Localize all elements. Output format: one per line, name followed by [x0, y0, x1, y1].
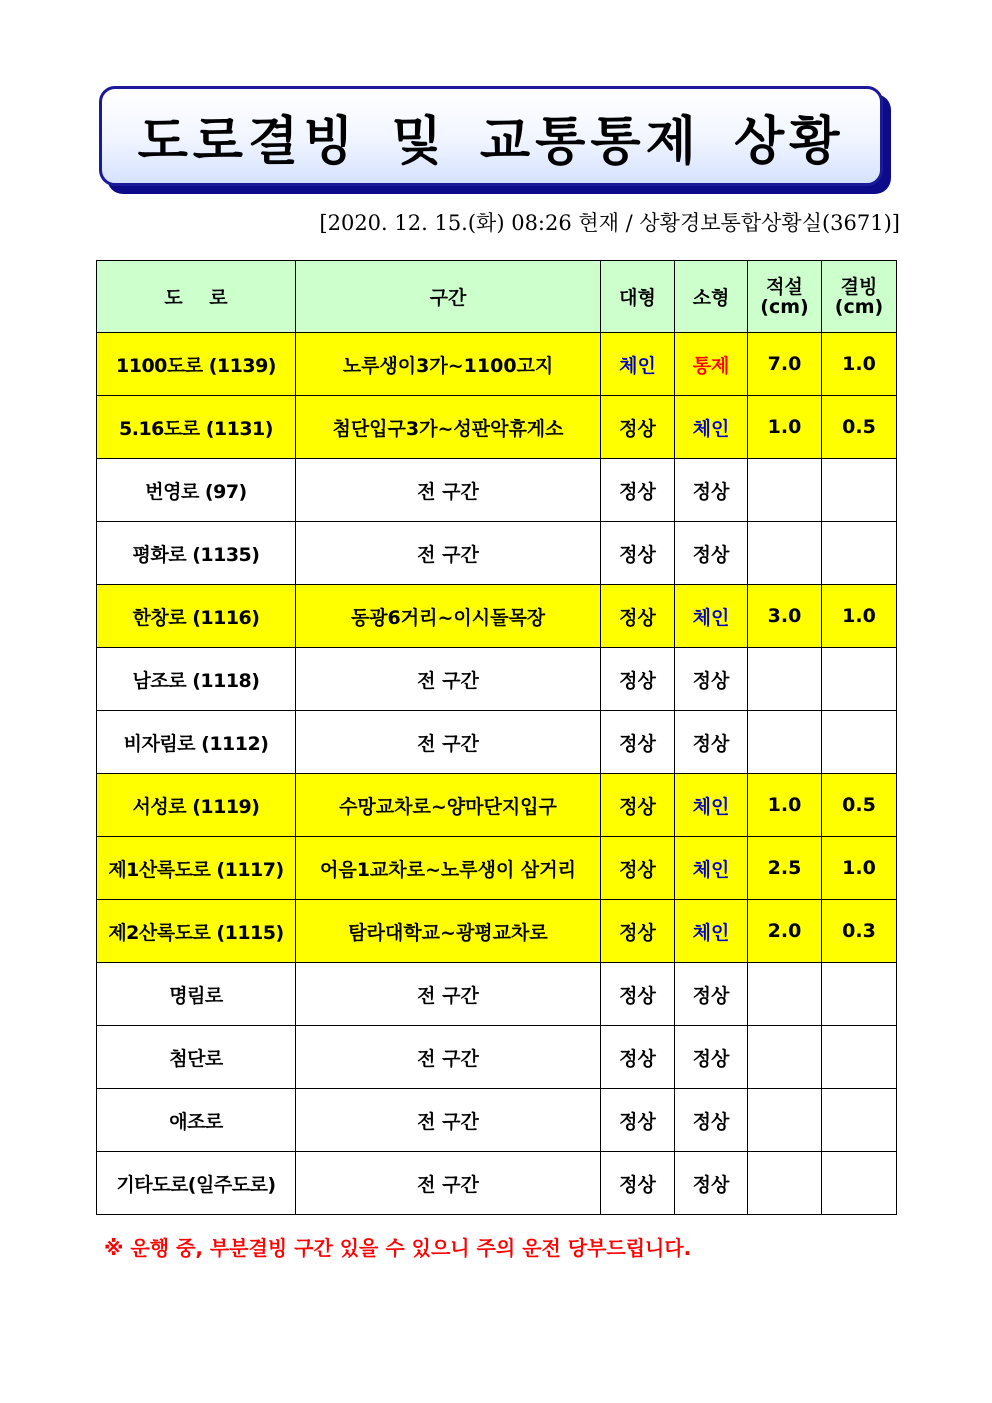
cell-section: 전 구간 [296, 1026, 601, 1089]
cell-small-vehicle: 체인 [675, 900, 748, 963]
cell-road: 평화로 (1135) [97, 522, 296, 585]
table-row [97, 900, 897, 963]
cell-snow-depth: 3.0 [748, 585, 822, 648]
cell-section: 전 구간 [296, 522, 601, 585]
cell-section: 전 구간 [296, 1152, 601, 1215]
cell-large-vehicle: 정상 [601, 1152, 675, 1215]
cell-road: 애조로 [97, 1089, 296, 1152]
cell-large-vehicle: 정상 [601, 459, 675, 522]
table-row [97, 459, 897, 522]
cell-section: 첨단입구3가~성판악휴게소 [296, 396, 601, 459]
table-row [97, 711, 897, 774]
cell-ice-depth [822, 963, 897, 1026]
cell-ice-depth [822, 459, 897, 522]
cell-ice-depth [822, 1152, 897, 1215]
cell-small-vehicle: 정상 [675, 522, 748, 585]
cell-snow-depth [748, 459, 822, 522]
cell-large-vehicle: 정상 [601, 648, 675, 711]
cell-ice-depth [822, 1026, 897, 1089]
cell-ice-depth: 0.3 [822, 900, 897, 963]
cell-snow-depth: 7.0 [748, 333, 822, 396]
cell-large-vehicle: 체인 [601, 333, 675, 396]
table-row [97, 333, 897, 396]
cell-section: 어음1교차로~노루생이 삼거리 [296, 837, 601, 900]
cell-snow-depth [748, 711, 822, 774]
cell-snow-depth: 1.0 [748, 774, 822, 837]
cell-road: 5.16도로 (1131) [97, 396, 296, 459]
page-title: 도로결빙 및 교통통제 상황 [137, 111, 845, 172]
header-snow: 적설 (cm) [748, 261, 822, 333]
cell-large-vehicle: 정상 [601, 711, 675, 774]
cell-road: 남조로 (1118) [97, 648, 296, 711]
cell-large-vehicle: 정상 [601, 837, 675, 900]
cell-large-vehicle: 정상 [601, 1026, 675, 1089]
road-status-table [96, 260, 897, 1215]
cell-road: 명림로 [97, 963, 296, 1026]
cell-large-vehicle: 정상 [601, 522, 675, 585]
cell-section: 동광6거리~이시돌목장 [296, 585, 601, 648]
table-row [97, 396, 897, 459]
cell-small-vehicle: 체인 [675, 837, 748, 900]
table-row [97, 1152, 897, 1215]
cell-ice-depth: 1.0 [822, 333, 897, 396]
cell-road: 서성로 (1119) [97, 774, 296, 837]
caution-notice: ※ 운행 중, 부분결빙 구간 있을 수 있으니 주의 운전 당부드립니다. [104, 1236, 692, 1260]
cell-large-vehicle: 정상 [601, 585, 675, 648]
cell-small-vehicle: 체인 [675, 396, 748, 459]
cell-road: 기타도로(일주도로) [97, 1152, 296, 1215]
table-row [97, 1026, 897, 1089]
cell-section: 노루생이3가~1100고지 [296, 333, 601, 396]
table-row [97, 774, 897, 837]
cell-snow-depth [748, 963, 822, 1026]
cell-snow-depth [748, 648, 822, 711]
header-ice: 결빙 (cm) [822, 261, 897, 333]
header-section: 구간 [296, 261, 601, 333]
table-header-row [97, 261, 897, 333]
table-row [97, 963, 897, 1026]
table-row [97, 585, 897, 648]
cell-ice-depth [822, 1089, 897, 1152]
cell-ice-depth: 0.5 [822, 774, 897, 837]
cell-road: 첨단로 [97, 1026, 296, 1089]
cell-ice-depth: 1.0 [822, 585, 897, 648]
cell-snow-depth [748, 1026, 822, 1089]
cell-road: 한창로 (1116) [97, 585, 296, 648]
title-banner [99, 86, 891, 194]
cell-section: 전 구간 [296, 711, 601, 774]
cell-large-vehicle: 정상 [601, 900, 675, 963]
cell-snow-depth [748, 1152, 822, 1215]
cell-small-vehicle: 정상 [675, 648, 748, 711]
cell-large-vehicle: 정상 [601, 963, 675, 1026]
cell-section: 전 구간 [296, 648, 601, 711]
cell-ice-depth [822, 522, 897, 585]
cell-ice-depth [822, 711, 897, 774]
cell-road: 1100도로 (1139) [97, 333, 296, 396]
cell-large-vehicle: 정상 [601, 774, 675, 837]
cell-section: 전 구간 [296, 1089, 601, 1152]
table-row [97, 1089, 897, 1152]
cell-large-vehicle: 정상 [601, 396, 675, 459]
cell-small-vehicle: 통제 [675, 333, 748, 396]
cell-small-vehicle: 정상 [675, 459, 748, 522]
cell-section: 전 구간 [296, 459, 601, 522]
cell-road: 번영로 (97) [97, 459, 296, 522]
cell-small-vehicle: 체인 [675, 774, 748, 837]
cell-road: 제1산록도로 (1117) [97, 837, 296, 900]
cell-small-vehicle: 정상 [675, 711, 748, 774]
cell-section: 탐라대학교~광평교차로 [296, 900, 601, 963]
title-box [99, 86, 883, 186]
cell-snow-depth [748, 522, 822, 585]
header-road: 도 로 [97, 261, 296, 333]
table-row [97, 837, 897, 900]
cell-section: 수망교차로~양마단지입구 [296, 774, 601, 837]
cell-small-vehicle: 정상 [675, 1089, 748, 1152]
table-body [97, 333, 897, 1215]
report-timestamp: [2020. 12. 15.(화) 08:26 현재 / 상황경보통합상황실(3671)] [319, 211, 900, 235]
cell-section: 전 구간 [296, 963, 601, 1026]
header-large-vehicle: 대형 [601, 261, 675, 333]
cell-snow-depth: 2.5 [748, 837, 822, 900]
cell-road: 제2산록도로 (1115) [97, 900, 296, 963]
cell-small-vehicle: 정상 [675, 1152, 748, 1215]
cell-road: 비자림로 (1112) [97, 711, 296, 774]
cell-ice-depth: 0.5 [822, 396, 897, 459]
cell-snow-depth [748, 1089, 822, 1152]
cell-snow-depth: 1.0 [748, 396, 822, 459]
cell-ice-depth: 1.0 [822, 837, 897, 900]
cell-large-vehicle: 정상 [601, 1089, 675, 1152]
table-row [97, 522, 897, 585]
header-small-vehicle: 소형 [675, 261, 748, 333]
cell-small-vehicle: 정상 [675, 963, 748, 1026]
cell-small-vehicle: 체인 [675, 585, 748, 648]
cell-snow-depth: 2.0 [748, 900, 822, 963]
table-row [97, 648, 897, 711]
cell-small-vehicle: 정상 [675, 1026, 748, 1089]
cell-ice-depth [822, 648, 897, 711]
